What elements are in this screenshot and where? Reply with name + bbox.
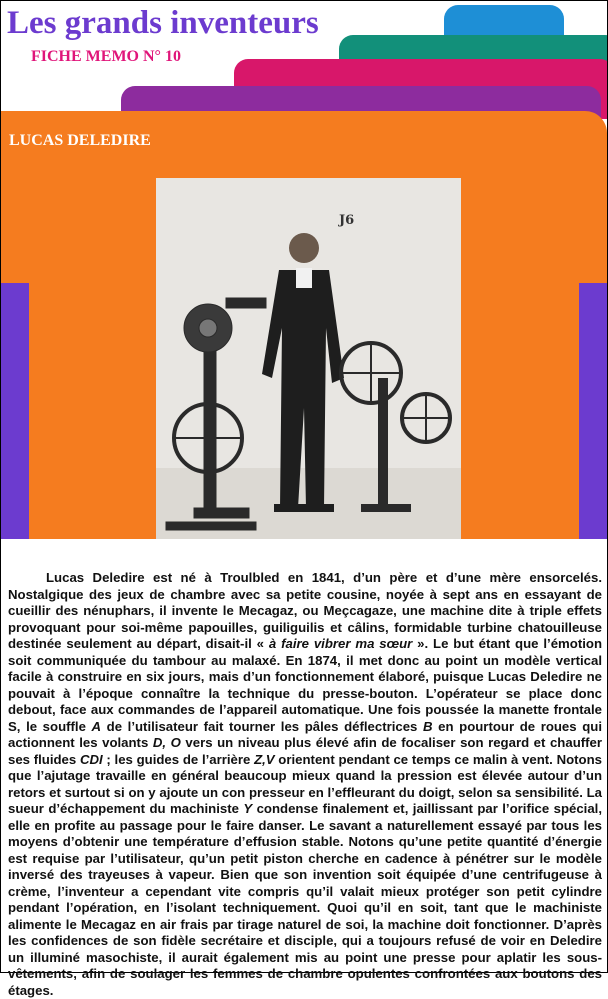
article-text: Lucas Deledire est né à Troulbled en 1841, d’un père et d’une mère ensorcelés. Nostalgique des jeux de chambre avec sa petite cousine, noyée à sept ans en essayant de cueillir des nénuphars, il invente le Mecagaz, ou Meçcagaze, une machine dite à triple effets provoquant pour soi-même papouilles, guiliguilis et câlins, formidable turbine chatouilleuse destinée seulement au départ, disait-il « à faire vibrer ma sœur ». Le but étant que l’émotion soit communiquée du tambour au malaxé. En 1874, il met donc au point un modèle vertical facile à construire en six jours, mais d’un fonctionnement élaboré, puisque Lucas Deledire ne pouvait à l’époque connaître la technique du presse-bouton. L’opérateur se place donc debout, face aux commandes de l’appareil automatique. Une fois poussée la manette frontale S, le souffle A de l’utilisateur fait tourner les pâles déflectrices B en pourtour de roues qui actionnent les volants D, O vers un niveau plus élevé afin de focaliser son regard et chauffer ses fluides CDI ; les guides de l’arrière Z,V orientent pendant ce temps ce malin à vent. Notons que l’ajutage travaille en général beaucoup mieux quand la pression est élevée autour d’un retors et surtout si on y ajoute un con presseur en l’effleurant du doigt, selon sa sensibilité. La sueur d’échappement du machiniste Y condense finalement et, jaillissant par l’orifice spécial, elle en profite au passage pour le faire danser. Le savant a naturellement essayé par tous les moyens d’obtenir une température d’effusion stable. Notons qu’une petite quantité d’énergie est requise par l’utilisateur, qu’un petit piston cherche en cadence à pénétrer sur le modèle inversé des trayeuses à vapeur. Bien que son invention soit équipée d’une centrifugeuse à crème, l’inventeur a cependant vite compris qu’il valait mieux protéger son petit cylindre pendant l’opération, en l’isolant techniquement. Quoi qu’il en soit, tant que le machiniste alimente le Mecagaz en air frais par tirage naturel de soi, la machine doit fonctionner. D’après les confidences de son fidèle secrétaire et disciple, qui a toujours refusé de voir en Deledire un illuminé masochiste, il aurait également mis au point une presse pour aplatir les sous-vêtements, afin de soulager les femmes de chambre opulentes confrontées aux boutons des étages. bbox=[8, 570, 602, 998]
inventor-name: LUCAS DELEDIRE bbox=[9, 132, 151, 149]
photo-label: J6 bbox=[339, 213, 355, 228]
page-title: Les grands inventeurs bbox=[7, 5, 319, 41]
memo-number: FICHE MEMO N° 10 bbox=[31, 48, 181, 65]
decor-pillar-right bbox=[579, 283, 607, 539]
decor-pillar-left bbox=[1, 283, 29, 539]
inventor-photo bbox=[156, 178, 461, 539]
inventor-photo-illustration bbox=[156, 178, 461, 539]
memo-header bbox=[1, 1, 607, 539]
